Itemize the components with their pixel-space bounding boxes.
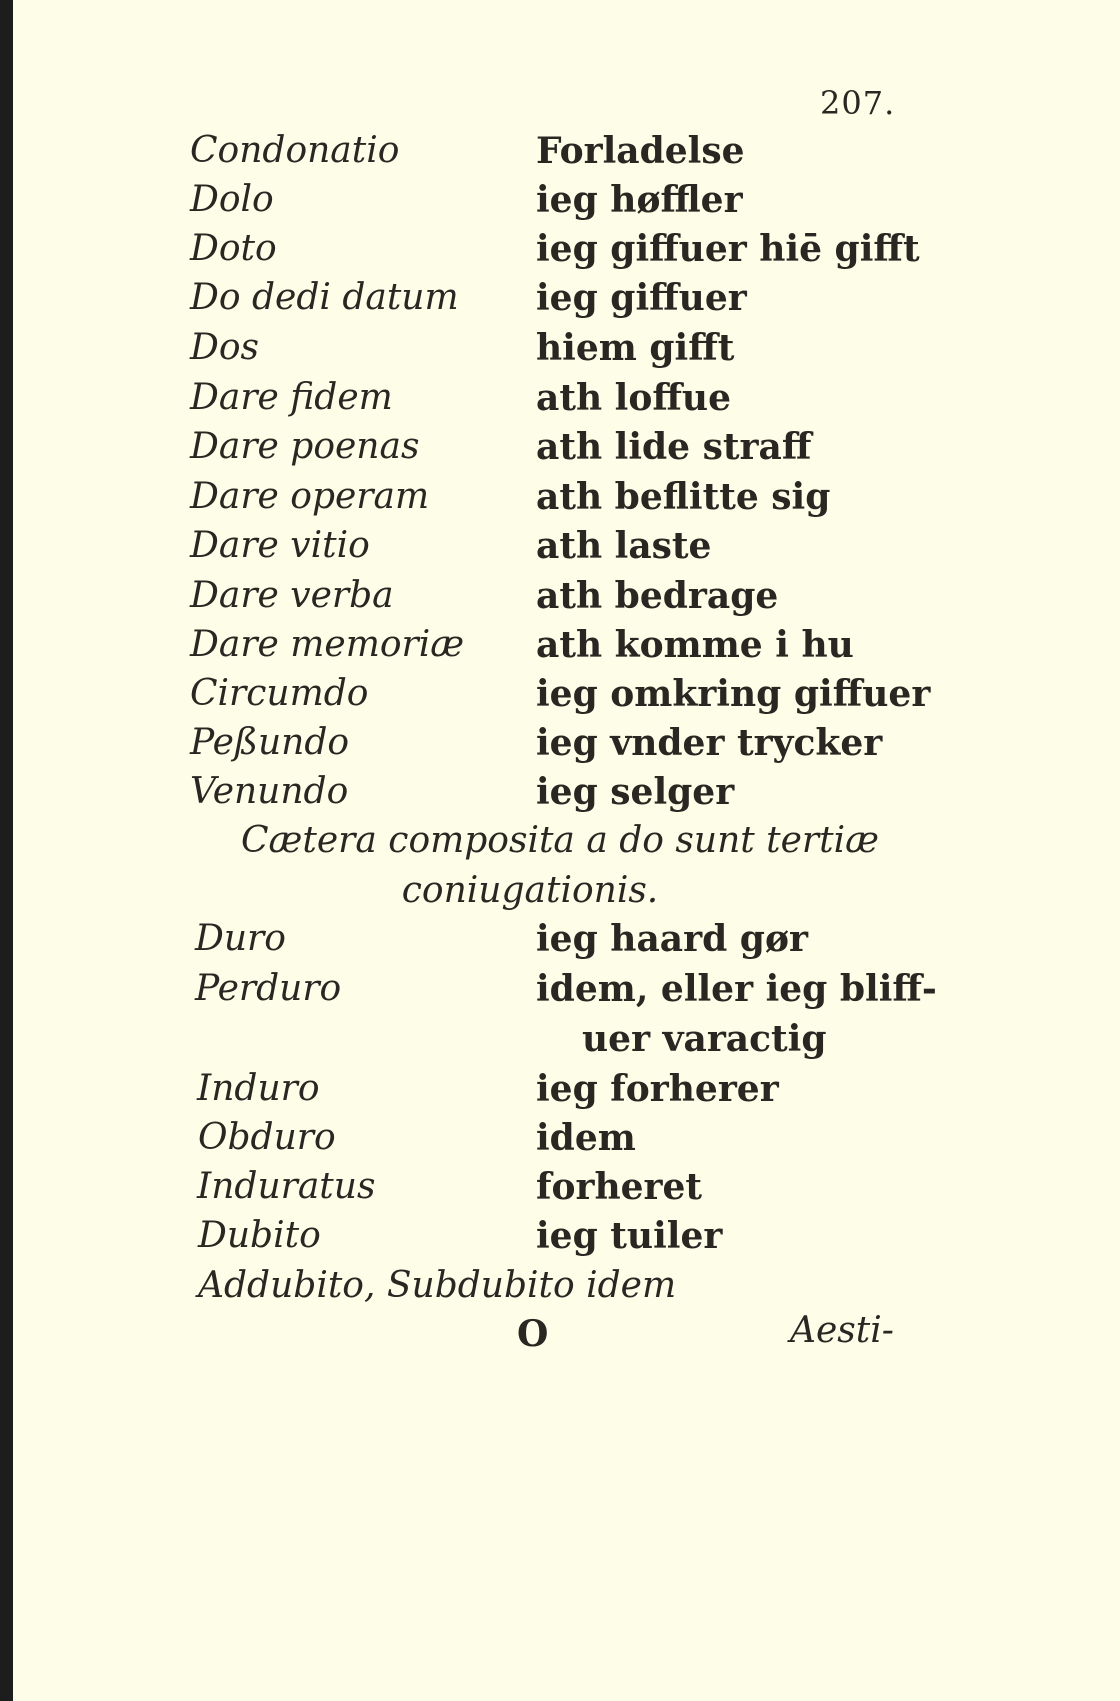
latin-term: Perduro	[195, 968, 342, 1009]
danish-term: ath komme i hu	[536, 624, 854, 666]
list-item	[0, 179, 1120, 227]
latin-term: Dubito	[198, 1215, 321, 1256]
list-item	[0, 228, 1120, 276]
danish-term: ieg selger	[536, 771, 735, 813]
latin-term: Venundo	[190, 771, 349, 812]
list-item	[0, 1215, 1120, 1263]
danish-term: ieg giffuer hiē gifft	[536, 228, 920, 270]
list-item	[0, 968, 1120, 1016]
list-item	[0, 277, 1120, 325]
page-number: 207.	[820, 84, 896, 122]
danish-term: ath loffue	[536, 377, 731, 419]
latin-term: Dos	[190, 327, 260, 368]
danish-term: ieg vnder trycker	[536, 722, 883, 764]
list-item	[0, 722, 1120, 770]
latin-term: Induratus	[197, 1166, 376, 1207]
latin-term: Dare vitio	[190, 525, 370, 566]
list-item	[0, 1068, 1120, 1116]
list-item	[0, 771, 1120, 819]
section-note-line1: Cætera composita a do sunt tertiæ	[241, 820, 879, 861]
latin-term: Dare verba	[190, 575, 394, 616]
latin-term: Do dedi datum	[190, 277, 459, 318]
latin-term: Dare memoriæ	[190, 624, 465, 665]
latin-term: Duro	[195, 918, 286, 959]
danish-term: ieg haard gør	[536, 918, 808, 960]
catchword: Aesti-	[790, 1310, 894, 1351]
latin-term: Doto	[190, 228, 277, 269]
list-item	[0, 1117, 1120, 1165]
latin-term: Obduro	[198, 1117, 336, 1158]
latin-term: Circumdo	[190, 673, 369, 714]
danish-term: ieg høffler	[536, 179, 743, 221]
list-item	[0, 918, 1120, 966]
danish-term: ath laste	[536, 525, 712, 567]
danish-term: forheret	[536, 1166, 703, 1208]
list-item	[0, 377, 1120, 425]
list-item	[0, 476, 1120, 524]
danish-term: ath beflitte sig	[536, 476, 831, 518]
continuation-line: uer varactig	[582, 1018, 827, 1060]
list-item	[0, 1166, 1120, 1214]
last-entry-line: Addubito, Subdubito idem	[198, 1265, 677, 1306]
list-item	[0, 327, 1120, 375]
danish-term: ath lide straff	[536, 426, 812, 468]
list-item	[0, 426, 1120, 474]
danish-term: ieg tuiler	[536, 1215, 723, 1257]
latin-term: Dare poenas	[190, 426, 420, 467]
signature-mark: O	[517, 1313, 549, 1355]
list-item	[0, 624, 1120, 672]
list-item	[0, 130, 1120, 178]
danish-term: Forladelse	[536, 130, 745, 172]
section-note-line2: coniugationis.	[401, 870, 659, 911]
danish-term: idem	[536, 1117, 636, 1159]
latin-term: Dare operam	[190, 476, 430, 517]
list-item	[0, 525, 1120, 573]
danish-term: ieg giffuer	[536, 277, 747, 319]
latin-term: Induro	[197, 1068, 320, 1109]
danish-term: ieg omkring giffuer	[536, 673, 931, 715]
latin-term: Dare fidem	[190, 377, 393, 418]
danish-term: ath bedrage	[536, 575, 779, 617]
danish-term: hiem gifft	[536, 327, 735, 369]
list-item	[0, 575, 1120, 623]
latin-term: Peßundo	[190, 722, 350, 763]
latin-term: Dolo	[190, 179, 274, 220]
latin-term: Condonatio	[190, 130, 400, 171]
danish-term: idem, eller ieg bliff-	[536, 968, 937, 1010]
list-item	[0, 673, 1120, 721]
danish-term: ieg forherer	[536, 1068, 779, 1110]
